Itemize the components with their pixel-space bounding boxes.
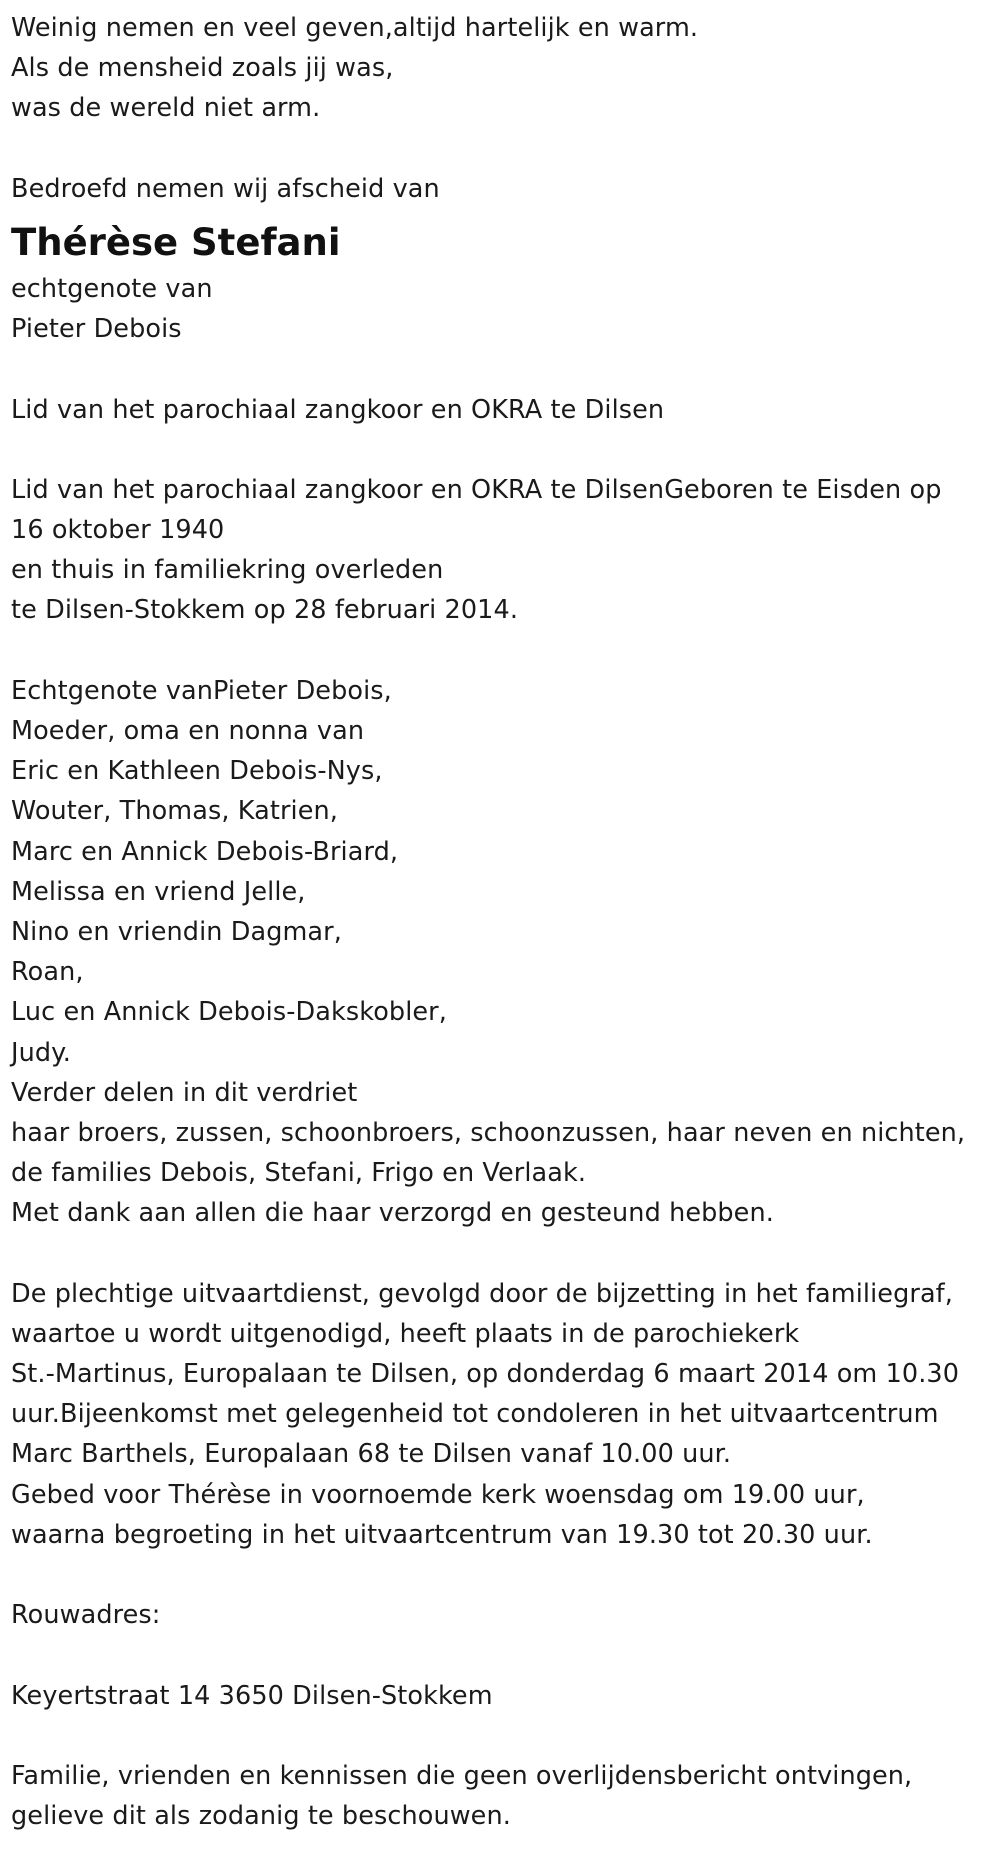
- spouse-block: [11, 269, 996, 349]
- spacer: [11, 430, 996, 470]
- spacer: [11, 1555, 996, 1595]
- family-block: [11, 671, 996, 1234]
- spacer: [11, 1635, 996, 1675]
- family-line: Verder delen in dit verdriet: [11, 1077, 358, 1108]
- family-line: Roan,: [11, 957, 84, 988]
- closing-line: gelieve dit als zodanig te beschouwen.: [11, 1801, 511, 1832]
- family-line: Met dank aan allen die haar verzorgd en gesteund hebben.: [11, 1198, 774, 1229]
- ceremony-line: De plechtige uitvaartdienst, gevolgd door de bijzetting in het familiegraf,: [11, 1278, 953, 1309]
- family-line: de families Debois, Stefani, Frigo en Verlaak.: [11, 1158, 587, 1189]
- family-line: Luc en Annick Debois-Dakskobler,: [11, 997, 447, 1028]
- closing-block: [11, 1756, 996, 1836]
- family-line: Echtgenote vanPieter Debois,: [11, 675, 392, 706]
- family-line: Nino en vriendin Dagmar,: [11, 916, 342, 947]
- poem: [11, 8, 996, 129]
- spouse-line: Pieter Debois: [11, 314, 182, 345]
- membership-text: Lid van het parochiaal zangkoor en OKRA te Dilsen: [11, 394, 665, 425]
- intro-text: Bedroefd nemen wij afscheid van: [11, 173, 440, 204]
- birth-death-line: 16 oktober 1940: [11, 515, 225, 546]
- rouwadres-label: Rouwadres:: [11, 1600, 161, 1631]
- birth-death-line: Lid van het parochiaal zangkoor en OKRA te DilsenGeboren te Eisden op: [11, 474, 942, 505]
- rouwadres-address: Keyertstraat 14 3650 Dilsen-Stokkem: [11, 1680, 493, 1711]
- spacer: [11, 1233, 996, 1273]
- obituary-notice: [11, 8, 996, 1836]
- birth-death-line: en thuis in familiekring overleden: [11, 555, 444, 586]
- poem-line: Als de mensheid zoals jij was,: [11, 53, 394, 84]
- family-line: Judy.: [11, 1037, 71, 1068]
- ceremony-line: waartoe u wordt uitgenodigd, heeft plaats in de parochiekerk: [11, 1318, 800, 1349]
- deceased-name: Thérèse Stefani: [11, 220, 341, 264]
- family-line: Melissa en vriend Jelle,: [11, 876, 306, 907]
- birth-death-line: te Dilsen-Stokkem op 28 februari 2014.: [11, 595, 519, 626]
- spacer: [11, 1716, 996, 1756]
- closing-line: Familie, vrienden en kennissen die geen overlijdensbericht ontvingen,: [11, 1760, 913, 1791]
- family-line: Eric en Kathleen Debois-Nys,: [11, 756, 383, 787]
- family-line: Marc en Annick Debois-Briard,: [11, 836, 399, 867]
- family-line: haar broers, zussen, schoonbroers, schoonzussen, haar neven en nichten,: [11, 1117, 966, 1148]
- ceremony-line: Gebed voor Thérèse in voornoemde kerk woensdag om 19.00 uur,: [11, 1479, 865, 1510]
- ceremony-line: St.-Martinus, Europalaan te Dilsen, op donderdag 6 maart 2014 om 10.30: [11, 1359, 960, 1389]
- poem-line: Weinig nemen en veel geven,altijd hartelijk en warm.: [11, 13, 699, 43]
- ceremony-line: Marc Barthels, Europalaan 68 te Dilsen vanaf 10.00 uur.: [11, 1439, 732, 1470]
- poem-line: was de wereld niet arm.: [11, 93, 321, 124]
- spacer: [11, 631, 996, 671]
- spacer: [11, 129, 996, 169]
- ceremony-line: waarna begroeting in het uitvaartcentrum van 19.30 tot 20.30 uur.: [11, 1519, 873, 1550]
- family-line: Wouter, Thomas, Katrien,: [11, 796, 338, 827]
- spouse-line: echtgenote van: [11, 273, 213, 304]
- ceremony-block: [11, 1274, 996, 1555]
- spacer: [11, 349, 996, 389]
- ceremony-line: uur.Bijeenkomst met gelegenheid tot condoleren in het uitvaartcentrum: [11, 1399, 939, 1430]
- family-line: Moeder, oma en nonna van: [11, 716, 365, 746]
- birth-death-block: [11, 470, 996, 631]
